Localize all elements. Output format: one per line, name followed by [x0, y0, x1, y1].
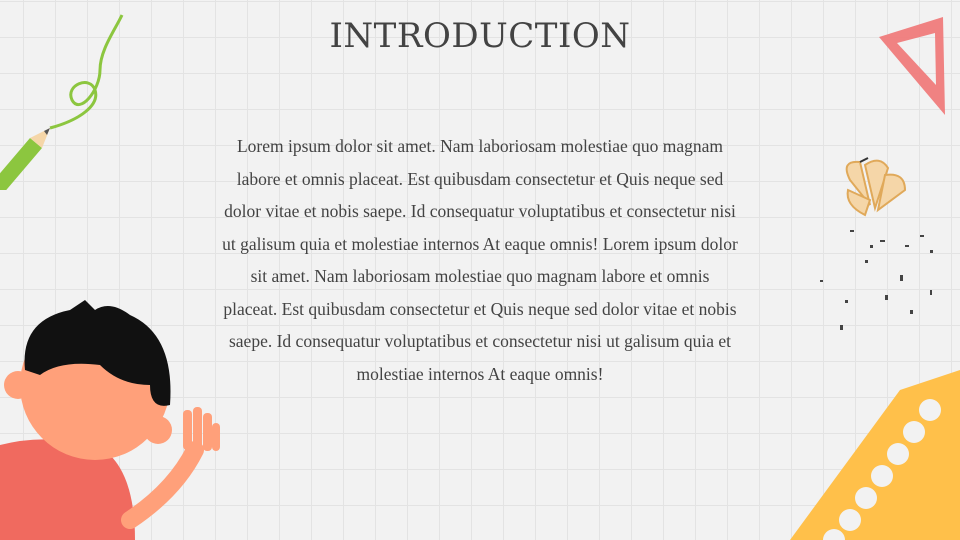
body-line: sit amet. Nam laboriosam molestiae quo magnam labore et omnis	[250, 266, 710, 286]
pencil-shavings-illustration	[810, 150, 950, 340]
body-line: molestiae internos At eaque omnis!	[356, 363, 604, 384]
waving-boy-illustration	[0, 295, 230, 540]
slide-body-text	[180, 130, 780, 390]
notebook-paper-illustration	[780, 370, 960, 540]
body-line: saepe. Id consequatur voluptatibus et consectetur nisi ut galisum quia et	[228, 331, 732, 351]
slide-title: INTRODUCTION	[329, 16, 631, 56]
triangle-ruler-illustration	[875, 15, 955, 120]
pencil-illustration	[0, 10, 140, 190]
body-line: labore et omnis placeat. Est quibusdam consectetur et Quis neque sed	[236, 168, 724, 189]
body-line: dolor vitae et nobis saepe. Id consequatur voluptatibus et consectetur nisi	[224, 201, 736, 221]
body-line: Lorem ipsum dolor sit amet. Nam laboriosam molestiae quo magnam	[236, 136, 723, 156]
body-line: placeat. Est quibusdam consectetur et Quis neque sed dolor vitae et nobis	[223, 298, 737, 319]
body-line: ut galisum quia et molestiae internos At eaque omnis! Lorem ipsum dolor	[222, 233, 738, 254]
